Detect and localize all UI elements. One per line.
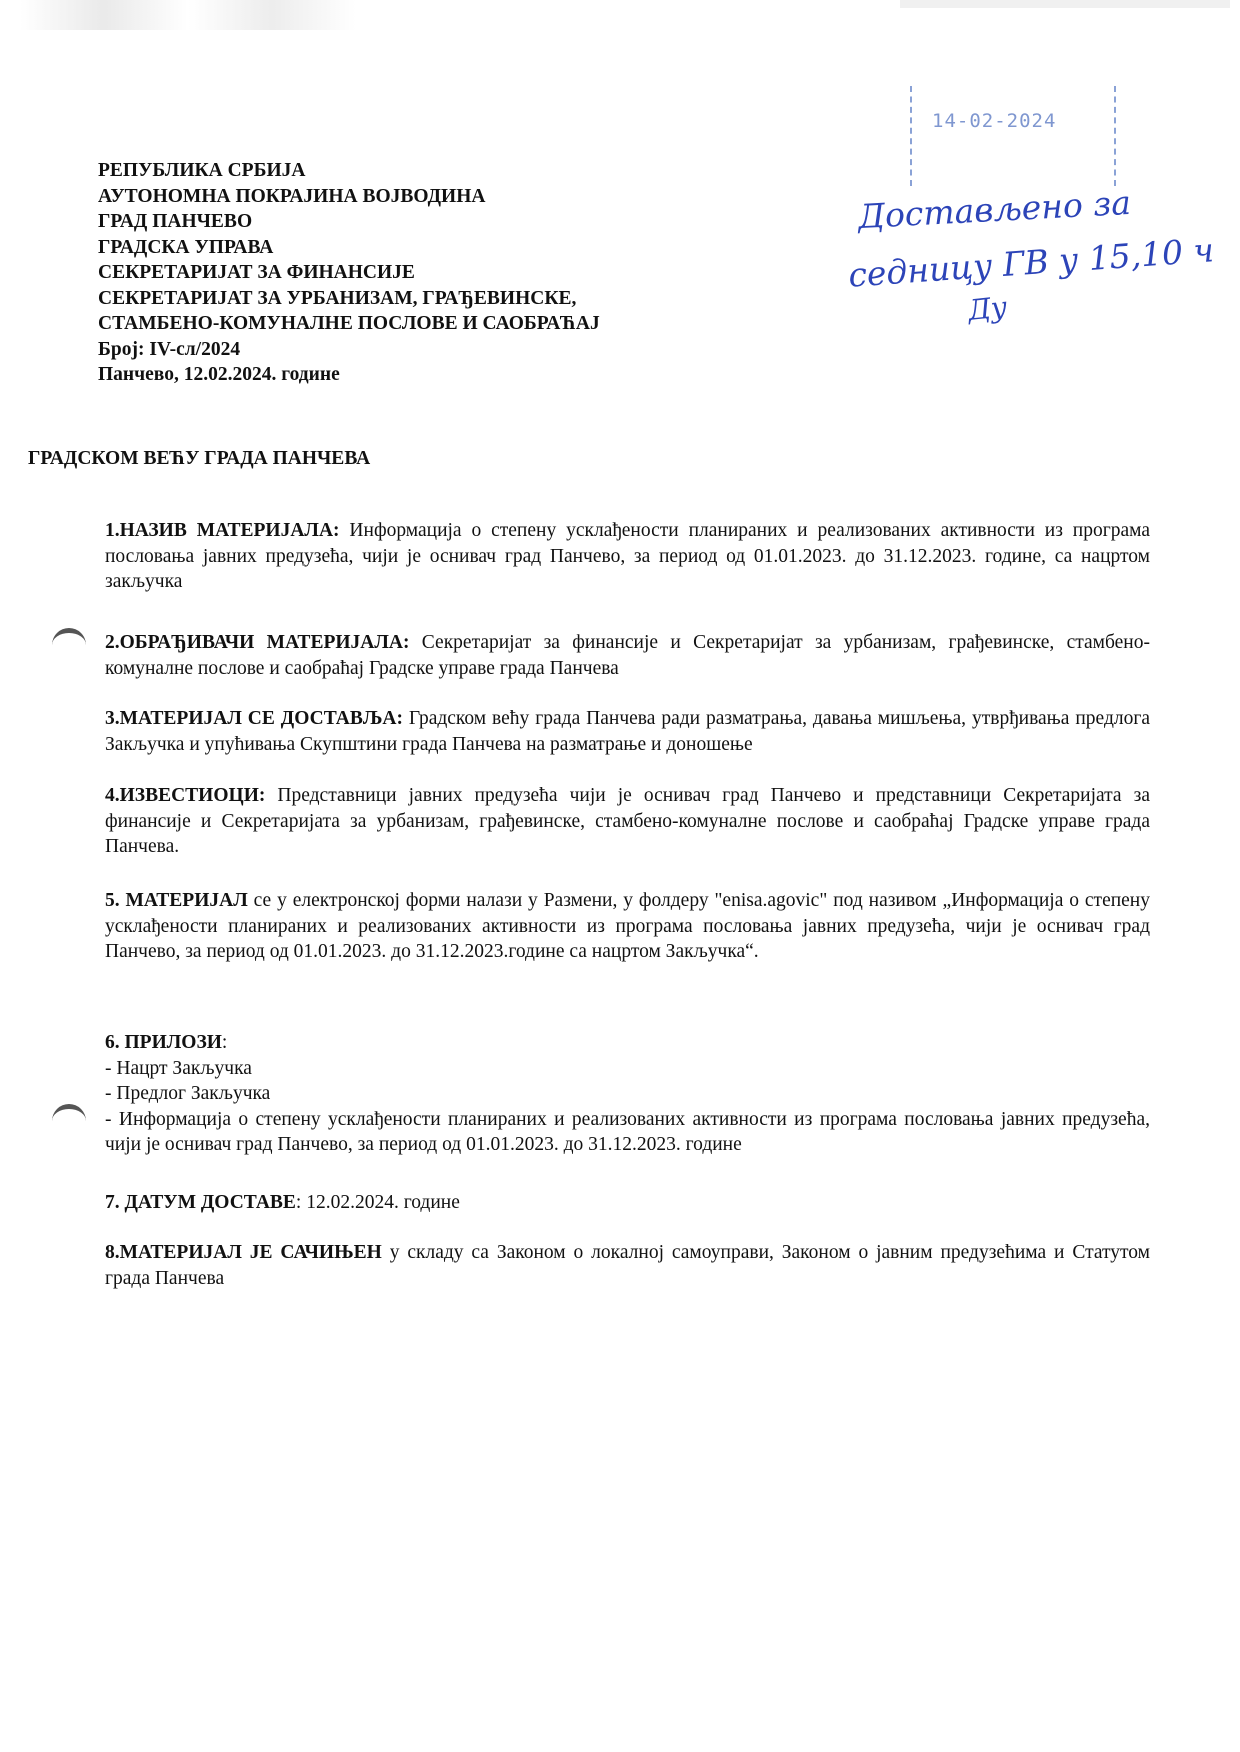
attachment-item: - Предлог Закључка bbox=[105, 1083, 271, 1104]
issuer-header bbox=[98, 158, 748, 388]
handwritten-initials: Ду bbox=[966, 290, 1009, 327]
section-label: 5. МАТЕРИЈАЛ bbox=[105, 890, 248, 911]
document-date: Панчево, 12.02.2024. године bbox=[98, 364, 340, 385]
section-label: 7. ДАТУМ ДОСТАВЕ bbox=[105, 1192, 296, 1213]
handwritten-line: Достављено за bbox=[857, 182, 1132, 237]
header-line: РЕПУБЛИКА СРБИЈА bbox=[98, 160, 306, 181]
scan-artifact bbox=[900, 0, 1230, 8]
section-processors bbox=[105, 630, 1150, 681]
section-delivery-date bbox=[105, 1190, 1150, 1216]
section-material-location bbox=[105, 888, 1150, 965]
recipient: ГРАДСКОМ ВЕЋУ ГРАДА ПАНЧЕВА bbox=[28, 448, 371, 469]
handwritten-line: седницу ГВ у 15,10 ч bbox=[847, 230, 1216, 295]
header-line: СТАМБЕНО-КОМУНАЛНЕ ПОСЛОВЕ И САОБРАЋАЈ bbox=[98, 313, 600, 334]
section-rapporteurs bbox=[105, 783, 1150, 860]
section-legal-basis bbox=[105, 1240, 1150, 1291]
section-label: 3.МАТЕРИЈАЛ СЕ ДОСТАВЉА: bbox=[105, 708, 403, 729]
scan-artifact bbox=[20, 0, 440, 30]
punch-hole bbox=[52, 1104, 86, 1125]
section-text: Градском већу града Панчева ради разматрања, давања мишљења, утврђивања предлога Закључка и упућивања Скупштини града Панчева на разматрање и доношење bbox=[105, 708, 1150, 755]
section-label: 1.НАЗИВ МАТЕРИЈАЛА: bbox=[105, 520, 340, 541]
header-line: АУТОНОМНА ПОКРАЈИНА ВОЈВОДИНА bbox=[98, 185, 486, 207]
received-stamp bbox=[910, 86, 1116, 186]
section-label: 2.ОБРАЂИВАЧИ МАТЕРИЈАЛА: bbox=[105, 632, 410, 653]
document-number: Број: IV-сл/2024 bbox=[98, 338, 241, 360]
section-label: 4.ИЗВЕСТИОЦИ: bbox=[105, 785, 266, 806]
section-text: Секретаријат за финансије и Секретаријат за урбанизам, грађевинске, стамбено-комуналне послове и саобраћај Градске управе града Панчева bbox=[105, 632, 1150, 679]
section-delivered-to bbox=[105, 706, 1150, 757]
section-text: : 12.02.2024. године bbox=[295, 1192, 460, 1213]
handwritten-note bbox=[847, 180, 1216, 340]
header-line: ГРАДСКА УПРАВА bbox=[98, 236, 274, 258]
attachment-item: - Нацрт Закључка bbox=[105, 1057, 252, 1079]
section-label: 6. ПРИЛОЗИ bbox=[105, 1032, 222, 1053]
section-colon: : bbox=[221, 1032, 228, 1053]
section-attachments bbox=[105, 1030, 1150, 1158]
stamp-date: 14-02-2024 bbox=[932, 110, 1057, 132]
section-text: се у електронској форми налази у Размени, у фолдеру "enisa.agovic" под називом „Информација о степену усклађености планираних и реализованих активности из програма пословања јавних предузећа, чији је оснивач град Панчево, за период од 01.01.2023. до 31.12.2023.године са нацртом Закључка“. bbox=[105, 890, 1150, 962]
section-text: у складу са Законом о локалној самоуправи, Законом о јавним предузећима и Статутом града Панчева bbox=[105, 1242, 1150, 1289]
section-text: Представници јавних предузећа чији је оснивач град Панчево и представници Секретаријата за финансије и Секретаријата за урбанизам, грађевинске, стамбено-комуналне послове и саобраћај Градске управе града Панчева. bbox=[105, 785, 1150, 857]
header-line: ГРАД ПАНЧЕВО bbox=[98, 211, 253, 232]
section-label: 8.МАТЕРИЈАЛ ЈЕ САЧИЊЕН bbox=[105, 1242, 382, 1263]
attachment-item: - Информација о степену усклађености планираних и реализованих активности из програма пословања јавних предузећа, чији је оснивач град Панчево, за период од 01.01.2023. до 31.12.2023. године bbox=[105, 1108, 1150, 1155]
punch-hole bbox=[52, 628, 86, 649]
section-material-title bbox=[105, 518, 1150, 595]
header-line: СЕКРЕТАРИЈАТ ЗА УРБАНИЗАМ, ГРАЂЕВИНСКЕ, bbox=[98, 287, 577, 309]
section-text: Информација о степену усклађености планираних и реализованих активности из програма пословања јавних предузећа, чији је оснивач град Панчево, за период од 01.01.2023. до 31.12.2023. године, са нацртом закључка bbox=[105, 520, 1150, 592]
header-line: СЕКРЕТАРИЈАТ ЗА ФИНАНСИЈЕ bbox=[98, 262, 415, 283]
